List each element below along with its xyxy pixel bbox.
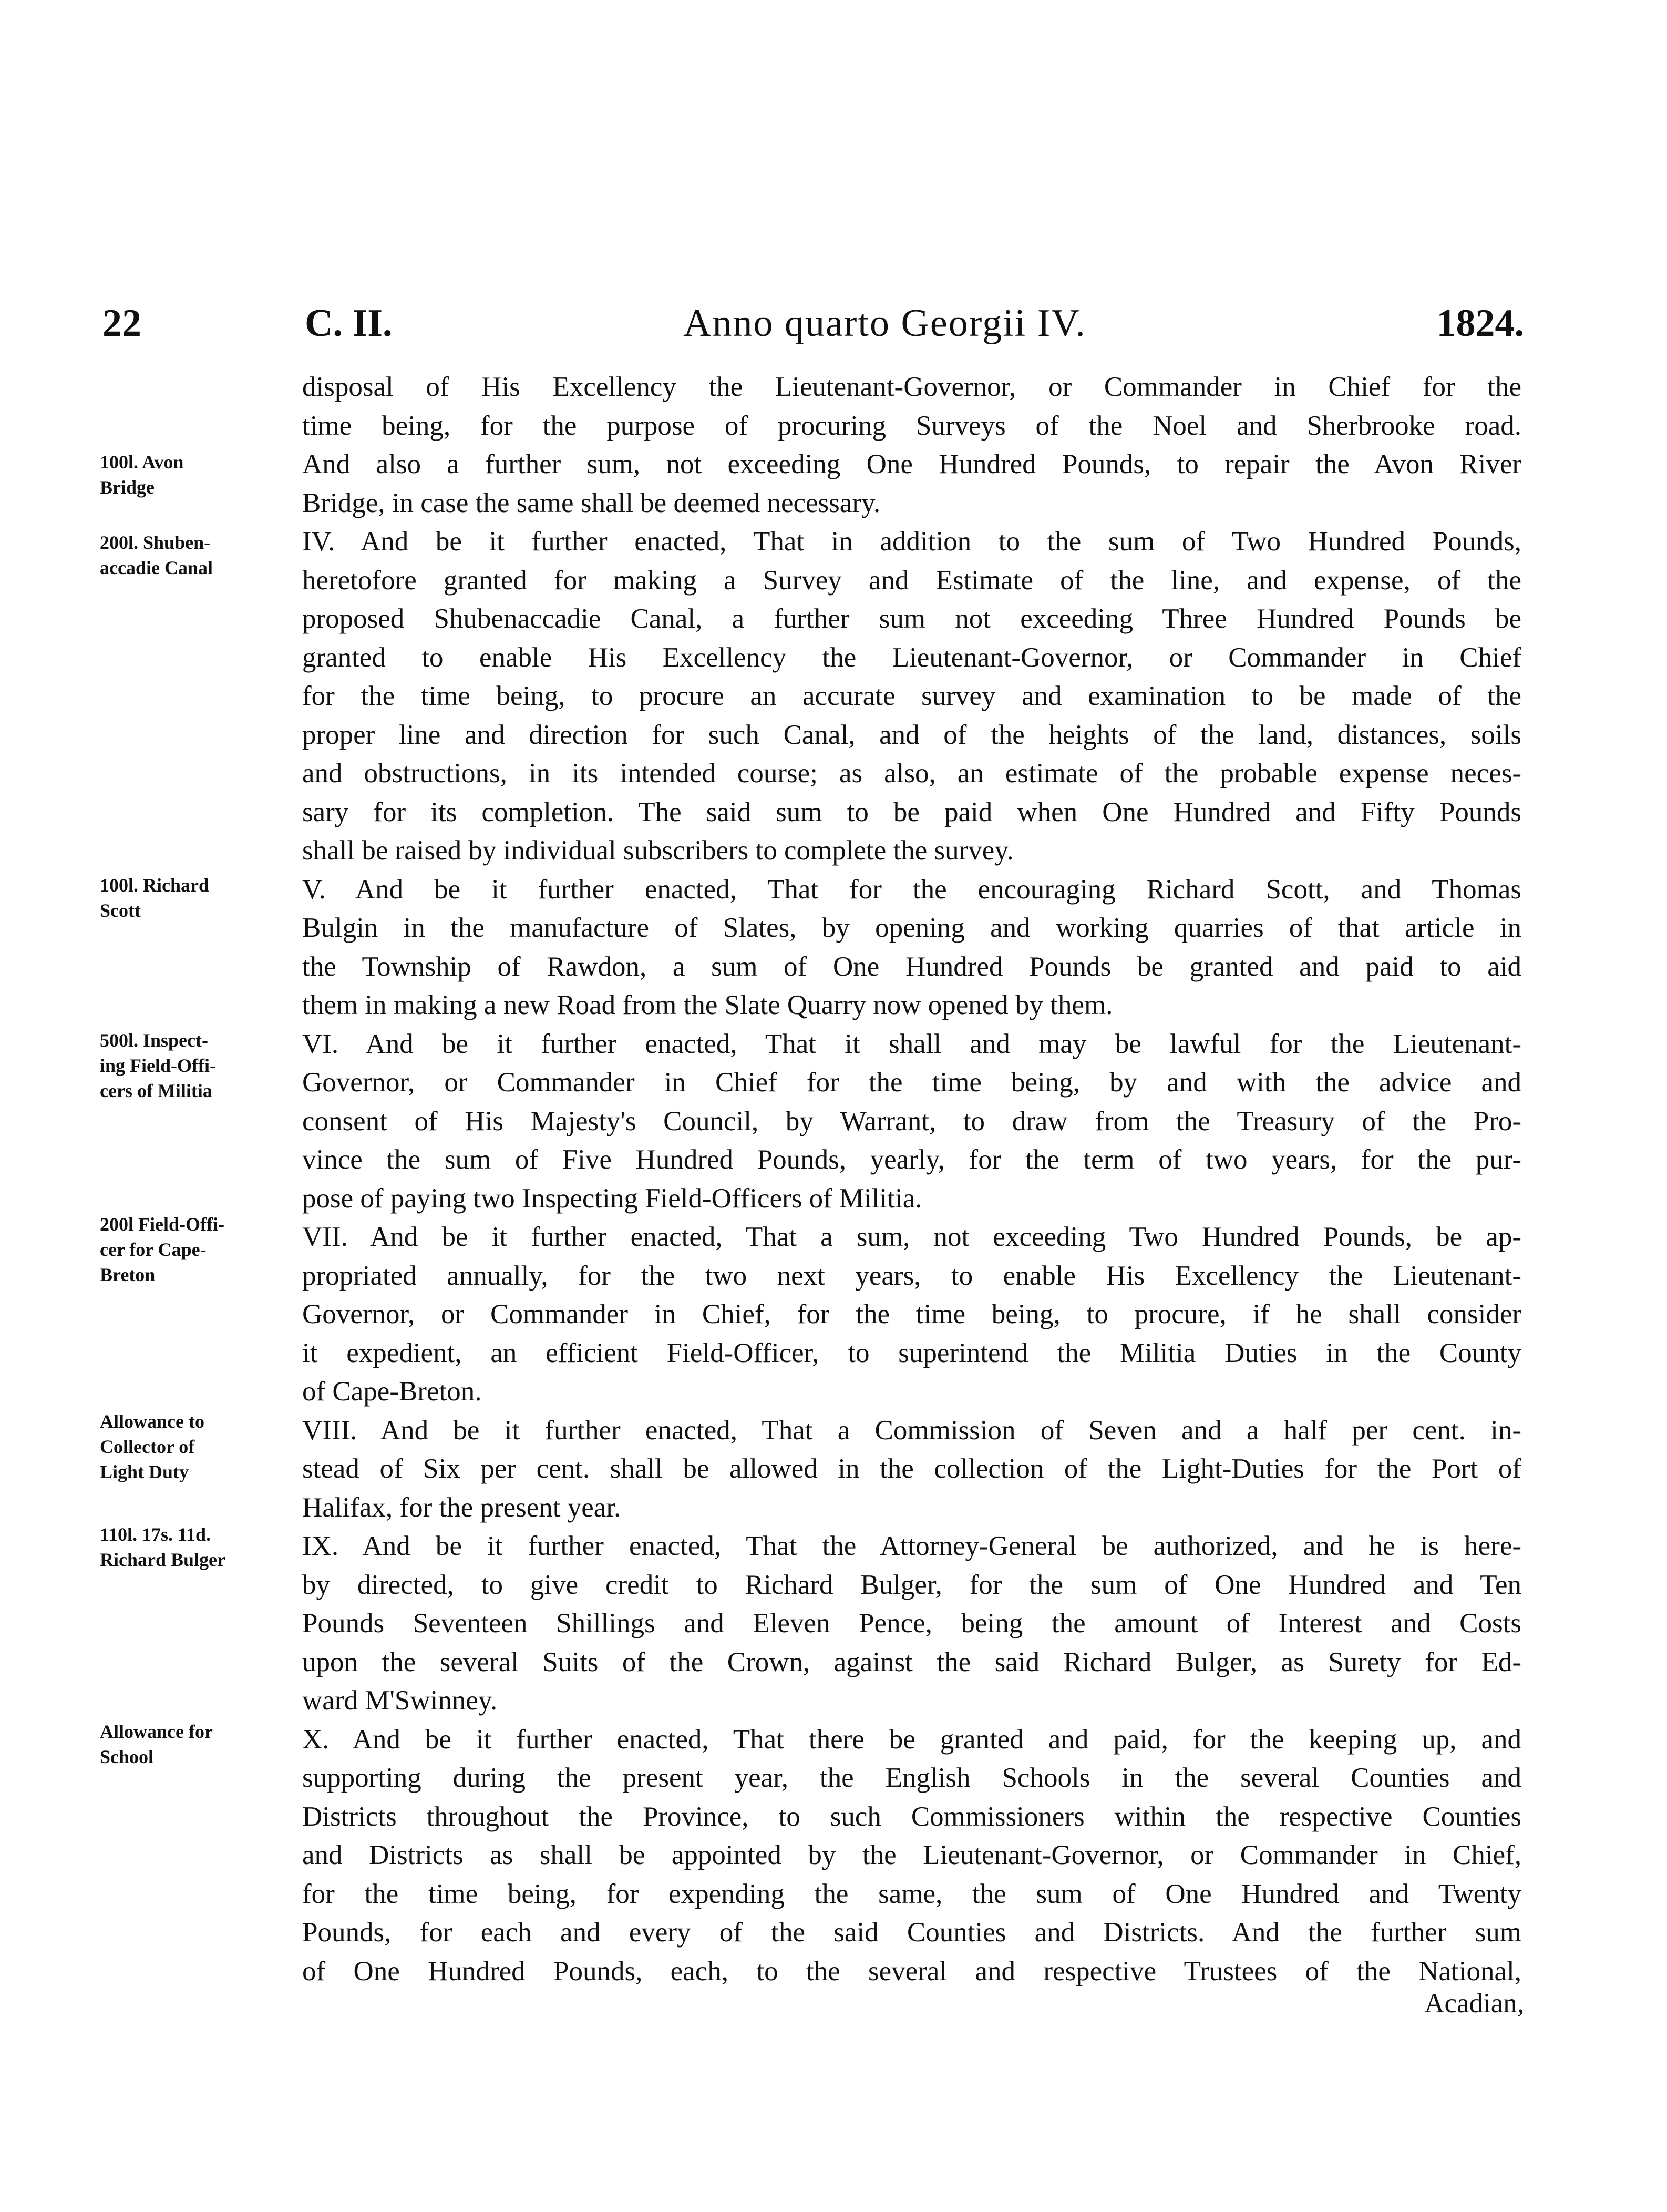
text-line: supporting during the present year, the English Schools in the several Counties and xyxy=(302,1763,1521,1793)
text-line: pose of paying two Inspecting Field-Officers of Militia. xyxy=(302,1183,922,1214)
text-line: V. And be it further enacted, That for the encouraging Richard Scott, and Thomas xyxy=(302,874,1521,905)
margin-note-line: Light Duty xyxy=(100,1461,189,1482)
text-line: by directed, to give credit to Richard Bulger, for the sum of One Hundred and Ten xyxy=(302,1569,1521,1600)
margin-note-line: ing Field-Offi- xyxy=(100,1055,216,1076)
text-line: for the time being, to procure an accurate survey and examination to be made of the xyxy=(302,681,1521,711)
text-line: for the time being, for expending the same, the sum of One Hundred and Twenty xyxy=(302,1878,1521,1909)
margin-note xyxy=(100,530,294,580)
margin-note-line: Allowance to xyxy=(100,1411,204,1432)
running-header xyxy=(74,292,1524,355)
margin-note-line: cer for Cape- xyxy=(100,1239,207,1260)
text-line: Bridge, in case the same shall be deemed necessary. xyxy=(302,487,881,518)
text-line: Pounds, for each and every of the said Counties and Districts. And the further sum xyxy=(302,1917,1521,1948)
text-line: proposed Shubenaccadie Canal, a further sum not exceeding Three Hundred Pounds be xyxy=(302,603,1521,634)
text-line: vince the sum of Five Hundred Pounds, yearly, for the term of two years, for the pur- xyxy=(302,1144,1521,1175)
text-line: Governor, or Commander in Chief for the time being, by and with the advice and xyxy=(302,1067,1521,1098)
text-line: of One Hundred Pounds, each, to the several and respective Trustees of the National, xyxy=(302,1955,1521,1986)
margin-note xyxy=(100,1212,294,1287)
text-line: VII. And be it further enacted, That a sum, not exceeding Two Hundred Pounds, be ap- xyxy=(302,1222,1521,1252)
margin-note xyxy=(100,873,294,923)
text-line: them in making a new Road from the Slate Quarry now opened by them. xyxy=(302,990,1113,1020)
text-line: IX. And be it further enacted, That the Attorney-General be authorized, and he is here- xyxy=(302,1531,1521,1561)
body-text xyxy=(302,368,1521,1991)
margin-note-line: Allowance for xyxy=(100,1721,213,1742)
margin-note-line: Scott xyxy=(100,900,141,921)
margin-note-line: 200l Field-Offi- xyxy=(100,1214,224,1235)
margin-note xyxy=(100,1522,294,1572)
header-year: 1824. xyxy=(1436,302,1524,345)
text-line: sary for its completion. The said sum to be paid when One Hundred and Fifty Pounds xyxy=(302,796,1521,827)
text-line: IV. And be it further enacted, That in addition to the sum of Two Hundred Pounds, xyxy=(302,526,1521,557)
text-line: heretofore granted for making a Survey and Estimate of the line, and expense, of the xyxy=(302,565,1521,596)
text-line: shall be raised by individual subscribers to complete the survey. xyxy=(302,835,1014,866)
text-line: proper line and direction for such Canal, and of the heights of the land, distances, soils xyxy=(302,719,1521,750)
margin-note-line: 100l. Richard xyxy=(100,875,210,896)
text-line: X. And be it further enacted, That there be granted and paid, for the keeping up, and xyxy=(302,1724,1521,1755)
text-line: consent of His Majesty's Council, by Warrant, to draw from the Treasury of the Pro- xyxy=(302,1105,1521,1136)
text-line: the Township of Rawdon, a sum of One Hundred Pounds be granted and paid to aid xyxy=(302,951,1521,982)
margin-note-line: 200l. Shuben- xyxy=(100,532,211,553)
text-line: of Cape-Breton. xyxy=(302,1376,482,1407)
margin-note xyxy=(100,1409,294,1484)
running-title: Anno quarto Georgii IV. xyxy=(683,302,1086,345)
margin-note-line: 500l. Inspect- xyxy=(100,1030,208,1051)
text-line: and obstructions, in its intended course; as also, an estimate of the probable expense neces- xyxy=(302,758,1521,788)
text-line: and Districts as shall be appointed by the Lieutenant-Governor, or Commander in Chief, xyxy=(302,1840,1521,1870)
margin-note-line: 110l. 17s. 11d. xyxy=(100,1524,211,1545)
text-line: ward M'Swinney. xyxy=(302,1685,498,1716)
margin-note-line: Breton xyxy=(100,1264,156,1285)
text-line: time being, for the purpose of procuring Surveys of the Noel and Sherbrooke road. xyxy=(302,410,1521,441)
text-line: Halifax, for the present year. xyxy=(302,1492,621,1523)
margin-note-line: Collector of xyxy=(100,1436,195,1457)
margin-note-line: accadie Canal xyxy=(100,557,213,578)
text-line: Bulgin in the manufacture of Slates, by opening and working quarries of that article in xyxy=(302,913,1521,943)
margin-note xyxy=(100,449,294,500)
text-line: propriated annually, for the two next years, to enable His Excellency the Lieutenant- xyxy=(302,1260,1521,1291)
text-line: it expedient, an efficient Field-Officer, to superintend the Militia Duties in the County xyxy=(302,1337,1521,1368)
text-line: Districts throughout the Province, to such Commissioners within the respective Counties xyxy=(302,1801,1521,1832)
margin-note xyxy=(100,1028,294,1103)
text-line: Pounds Seventeen Shillings and Eleven Pence, being the amount of Interest and Costs xyxy=(302,1608,1521,1638)
text-line: And also a further sum, not exceeding One Hundred Pounds, to repair the Avon River xyxy=(302,449,1521,479)
text-line: VIII. And be it further enacted, That a Commission of Seven and a half per cent. in- xyxy=(302,1415,1521,1446)
margin-note-line: 100l. Avon xyxy=(100,452,184,473)
margin-note-line: cers of Militia xyxy=(100,1080,212,1101)
margin-note xyxy=(100,1719,294,1769)
text-line: VI. And be it further enacted, That it shall and may be lawful for the Lieutenant- xyxy=(302,1028,1521,1059)
text-line: disposal of His Excellency the Lieutenant-Governor, or Commander in Chief for the xyxy=(302,372,1521,402)
text-line: Governor, or Commander in Chief, for the time being, to procure, if he shall consider xyxy=(302,1299,1521,1329)
page-number: 22 xyxy=(102,302,141,345)
chapter-number: C. II. xyxy=(305,302,393,345)
margin-note-line: School xyxy=(100,1746,154,1767)
margin-note-line: Richard Bulger xyxy=(100,1549,225,1570)
text-line: upon the several Suits of the Crown, against the said Richard Bulger, as Surety for Ed- xyxy=(302,1646,1521,1677)
text-line: stead of Six per cent. shall be allowed in the collection of the Light-Duties for the Port of xyxy=(302,1453,1521,1484)
margin-note-line: Bridge xyxy=(100,477,155,498)
catchword: Acadian, xyxy=(1424,1988,1524,2019)
text-line: granted to enable His Excellency the Lieutenant-Governor, or Commander in Chief xyxy=(302,642,1521,673)
